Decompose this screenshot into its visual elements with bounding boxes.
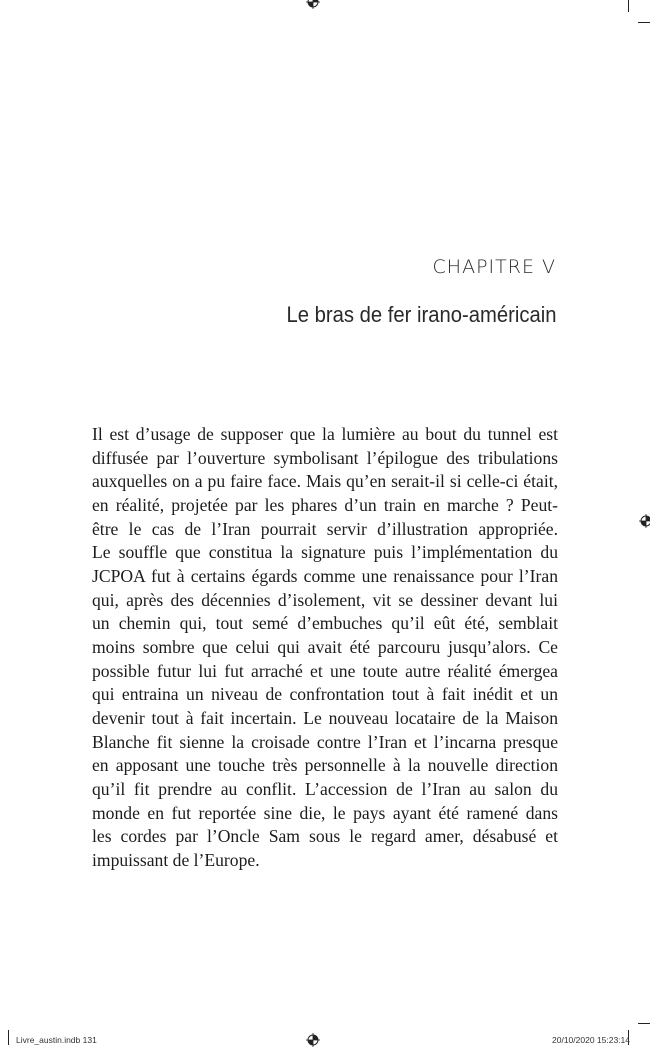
text-line: Blanche fit sienne la croisade contre l’Iran et l’incarna presque [92,731,558,752]
text-line: en apposant une touche très personnelle à la nouvelle direction [92,755,558,776]
text-line: JCPOA fut à certains égards comme une renaissance pour l’Iran [92,565,558,586]
text-line: en réalité, projetée par les phares d’un train en marche ? Peut- [92,494,558,515]
chapter-label: CHAPITRE V [432,256,556,278]
print-slug-timestamp: 20/10/2020 15:23:14 [552,1035,630,1045]
text-line: auxquelles on a pu faire face. Mais qu’en serait-il si celle-ci était, [92,471,558,492]
text-line: Le souffle que constitua la signature puis l’implémentation du [92,542,558,563]
crop-mark [8,1030,9,1045]
text-line: qui, après des décennies d’isolement, vit se dessiner devant lui [92,589,558,610]
crop-mark [638,1023,650,1024]
registration-target-icon [306,0,320,9]
text-line: monde en fut reportée sine die, le pays ayant été ramené dans [92,802,558,823]
body-paragraph [92,423,558,872]
text-line: les cordes par l’Oncle Sam sous le regard amer, désabusé et [92,826,558,847]
print-slug-file: Livre_austin.indb 131 [16,1035,97,1045]
registration-target-icon [639,514,650,528]
text-line: être le cas de l’Iran pourrait servir d’illustration appropriée. [92,518,558,539]
text-line: qu’il fit prendre au conflit. L’accession de l’Iran au salon du [92,778,558,799]
text-line: qui entraina un niveau de confrontation tout à fait inédit et un [92,684,558,705]
crop-mark [638,22,650,23]
text-line: diffusée par l’ouverture symbolisant l’épilogue des tribulations [92,447,558,468]
crop-mark [628,0,629,12]
text-line: possible futur lui fut arraché et une toute autre réalité émergea [92,660,558,681]
chapter-title: Le bras de fer irano-américain [285,302,556,327]
text-line: moins sombre que celui qui avait été parcouru jusqu’alors. Ce [92,636,558,657]
text-line: impuissant de l’Europe. [92,849,260,870]
text-line: devenir tout à fait incertain. Le nouveau locataire de la Maison [92,707,558,728]
text-line: Il est d’usage de supposer que la lumière au bout du tunnel est [92,424,558,444]
text-line: un chemin qui, tout semé d’embuches qu’il eût été, semblait [92,613,558,634]
